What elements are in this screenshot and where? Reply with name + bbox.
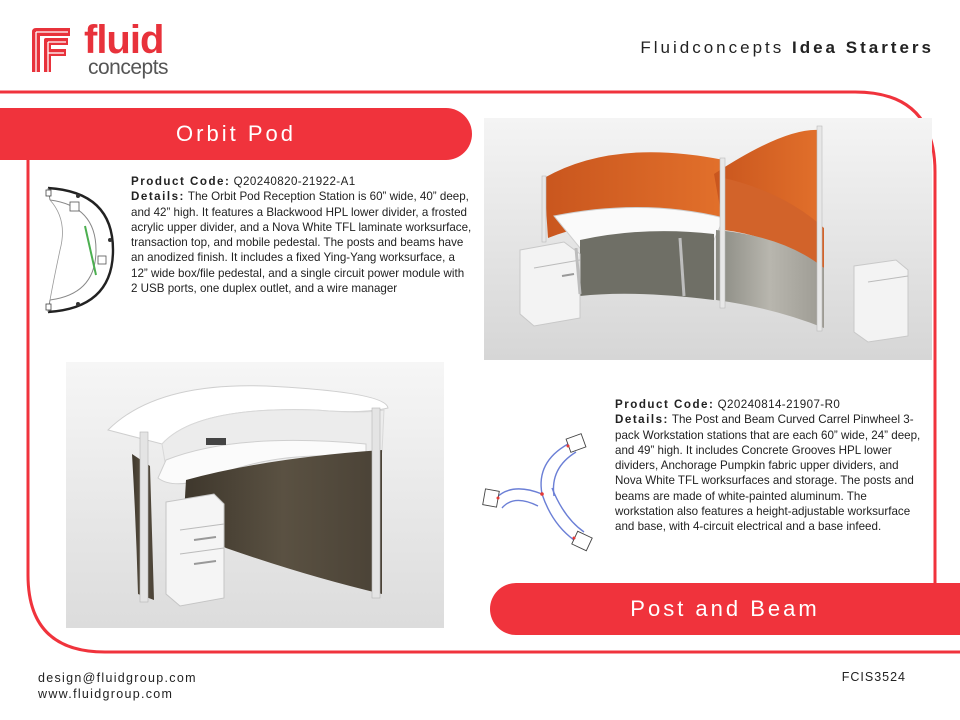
logo-word-fluid: fluid bbox=[84, 18, 164, 62]
orbit-pod-details-line bbox=[131, 189, 473, 296]
tagline-bold: Idea Starters bbox=[792, 38, 934, 57]
orbit-pod-details-text: The Orbit Pod Reception Station is 60” wide, 40” deep, and 42” high. It features a Blackwood HPL lower divider, a frosted acrylic upper divider, and a Nova White TFL laminate worksurface, transaction top, and mobile pedestal. The posts and beams have an anodized finish. It includes a fixed Ying-Yang worksurface, a 12” wide box/file pedestal, and a single circuit power module with 2 USB ports, one duplex outlet, and a wire manager bbox=[131, 190, 472, 296]
orbit-pod-reception-photo bbox=[66, 362, 444, 628]
header-tagline bbox=[640, 38, 934, 58]
footer-contact bbox=[38, 670, 197, 702]
post-and-beam-details-line bbox=[615, 412, 923, 534]
post-and-beam-product-code: Q20240814-21907-R0 bbox=[717, 398, 841, 411]
post-and-beam-details-label: Details: bbox=[615, 413, 669, 427]
post-and-beam-pinwheel-diagram bbox=[476, 428, 606, 560]
orbit-pod-code-line bbox=[131, 174, 473, 189]
fluid-logo-mark-icon bbox=[28, 26, 74, 74]
post-and-beam-details-text: The Post and Beam Curved Carrel Pinwheel 3-pack Workstation stations that are each 60” wide, 24” deep, and 49” high. It includes Concrete Grooves HPL lower dividers, Anchorage Pumpkin fabric upper dividers, and Nova White TFL worksurfaces and storage. The posts and beams are made of white-painted aluminum. The workstation also features a height-adjustable worksurface and base, with 4-circuit electrical and a base infeed. bbox=[615, 413, 921, 534]
orbit-pod-banner bbox=[0, 108, 472, 160]
post-and-beam-code-label: Product Code: bbox=[615, 398, 715, 411]
post-and-beam-banner bbox=[490, 583, 960, 635]
logo-word-concepts: concepts bbox=[88, 56, 169, 79]
document-code: FCIS3524 bbox=[841, 670, 906, 684]
post-and-beam-title: Post and Beam bbox=[630, 596, 820, 621]
post-and-beam-workstation-photo bbox=[484, 118, 932, 360]
orbit-pod-code-label: Product Code: bbox=[131, 175, 231, 188]
orbit-pod-plan-diagram bbox=[38, 180, 118, 320]
tagline-regular: Fluidconcepts bbox=[640, 38, 785, 57]
footer-email[interactable]: design@fluidgroup.com bbox=[38, 671, 197, 685]
orbit-pod-product-code: Q20240820-21922-A1 bbox=[233, 175, 356, 188]
fluid-concepts-logo bbox=[28, 18, 188, 80]
orbit-pod-info bbox=[131, 174, 473, 296]
post-and-beam-code-line bbox=[615, 397, 923, 412]
post-and-beam-info bbox=[615, 397, 923, 535]
orbit-pod-details-label: Details: bbox=[131, 190, 185, 204]
footer-website[interactable]: www.fluidgroup.com bbox=[38, 687, 174, 701]
orbit-pod-title: Orbit Pod bbox=[176, 121, 296, 146]
